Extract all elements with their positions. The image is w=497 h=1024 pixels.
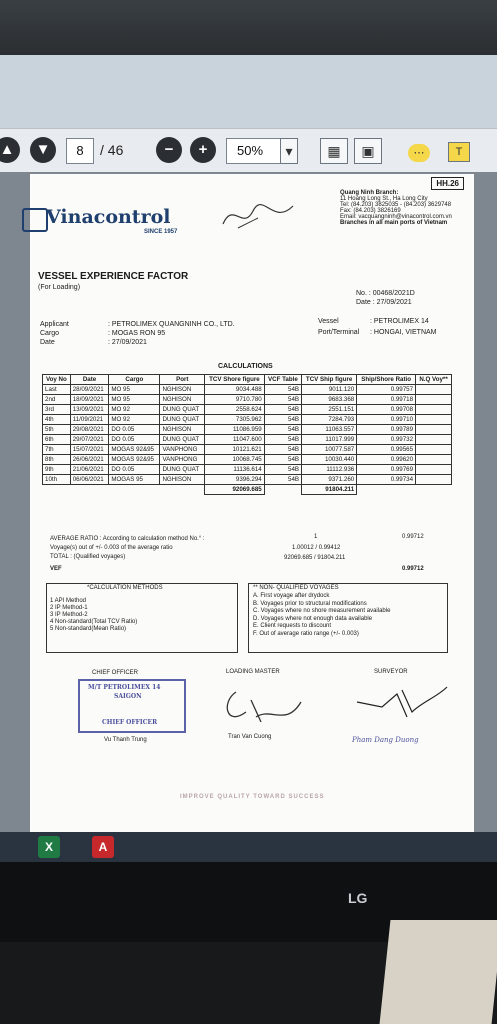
previous-page-icon[interactable]: ▲	[0, 137, 20, 163]
table-cell	[416, 445, 452, 455]
zoom-dropdown-icon[interactable]: ▾	[280, 138, 298, 164]
average-ratio-value: 0.99712	[402, 534, 424, 540]
table-cell: NGHISON	[160, 395, 205, 405]
nq-title: ** NON- QUALIFIED VOYAGES	[253, 585, 339, 591]
table-header-row: Voy No Date Cargo Port TCV Shore figure VCF Table TCV Ship figure Ship/Shore Ratio N.Q Voy**	[43, 375, 452, 385]
table-row	[43, 455, 452, 465]
nq-list: A. First voyage after drydock B. Voyages prior to structural modifications C. Voyages where no shore measurement available D. Voyages where not enough data available E. Client requests to discount F. Out of average ratio range (+/- 0.003)	[253, 593, 391, 637]
table-cell: 7th	[43, 445, 71, 455]
table-cell: NGHISON	[160, 385, 205, 395]
average-ratio-text: AVERAGE RATIO : According to calculation method No.° :	[50, 536, 205, 542]
table-total-row: 92069.685 91804.211	[43, 485, 452, 495]
document-number: No. : 00468/2021D	[356, 290, 415, 297]
table-cell: DUNG QUAT	[160, 415, 205, 425]
window-background	[0, 55, 497, 130]
table-cell: 29/08/2021	[70, 425, 109, 435]
methods-title: *CALCULATION METHODS	[87, 585, 163, 591]
table-cell: 13/09/2021	[70, 405, 109, 415]
table-cell: 2551.151	[302, 405, 357, 415]
date-value: : 27/09/2021	[108, 339, 147, 346]
comment-icon[interactable]: ⋯	[406, 138, 432, 162]
table-cell: 18/09/2021	[70, 395, 109, 405]
vessel-label: Vessel	[318, 318, 339, 325]
table-cell: DUNG QUAT	[160, 405, 205, 415]
table-cell: 5th	[43, 425, 71, 435]
table-cell: 0.99732	[357, 435, 416, 445]
table-cell: 11112.936	[302, 465, 357, 475]
table-cell: 10077.587	[302, 445, 357, 455]
vessel-value: : PETROLIMEX 14	[370, 318, 429, 325]
page-total: / 46	[100, 142, 124, 158]
table-cell: 0.99757	[357, 385, 416, 395]
excel-app-icon[interactable]: X	[38, 836, 60, 858]
table-row	[43, 445, 452, 455]
applicant-value: : PETROLIMEX QUANGNINH CO., LTD.	[108, 321, 235, 328]
monitor-top-bezel	[0, 0, 497, 55]
signature-top	[218, 196, 298, 236]
pdf-app-icon[interactable]: A	[92, 836, 114, 858]
monitor-brand-logo: LG	[348, 890, 368, 906]
officer-name: Vu Thanh Trung	[104, 737, 147, 743]
zoom-level-input[interactable]: 50%	[226, 138, 290, 164]
table-cell: 54B	[264, 465, 301, 475]
table-cell: Last	[43, 385, 71, 395]
next-page-icon[interactable]: ▼	[30, 137, 56, 163]
document-date: Date : 27/09/2021	[356, 299, 412, 306]
table-cell: DUNG QUAT	[160, 435, 205, 445]
table-row	[43, 415, 452, 425]
master-name: Tran Van Cuong	[228, 734, 272, 740]
table-cell: 7284.793	[302, 415, 357, 425]
table-cell: 54B	[264, 475, 301, 485]
surveyor-name: Pham Dang Duong	[352, 736, 419, 744]
table-cell	[416, 465, 452, 475]
table-cell: 2nd	[43, 395, 71, 405]
applicant-label: Applicant	[40, 321, 69, 328]
table-cell: MOGAS 92&95	[109, 445, 160, 455]
table-cell: 10121.621	[205, 445, 265, 455]
cargo-label: Cargo	[40, 330, 60, 337]
chief-officer-label: CHIEF OFFICER	[92, 670, 138, 676]
table-cell: 0.99789	[357, 425, 416, 435]
table-cell: 11017.999	[302, 435, 357, 445]
table-cell: 3rd	[43, 405, 71, 415]
table-cell: 9371.260	[302, 475, 357, 485]
table-cell: NGHISON	[160, 425, 205, 435]
methods-list: 1 API Method 2 IP Method-1 3 IP Method-2 4 Non-standard(Total TCV Ratio) 5 Non-standard(Mean Ratio)	[50, 598, 138, 632]
table-cell: 9396.294	[205, 475, 265, 485]
table-cell: DUNG QUAT	[160, 465, 205, 475]
table-row	[43, 405, 452, 415]
table-cell: MO 92	[109, 405, 160, 415]
table-cell: 7305.962	[205, 415, 265, 425]
table-cell: DO 0.05	[109, 465, 160, 475]
signature-loading-master	[216, 682, 306, 732]
table-cell: 28/09/2021	[70, 385, 109, 395]
total-count: 1	[314, 534, 318, 540]
calculations-heading: CALCULATIONS	[218, 363, 273, 370]
document-subtitle: (For Loading)	[38, 284, 81, 291]
table-cell: 10030.440	[302, 455, 357, 465]
table-cell: DO 0.05	[109, 435, 160, 445]
table-cell: 54B	[264, 445, 301, 455]
voyages-text: Voyage(s) out of +/- 0.003 of the average ratio	[50, 545, 173, 551]
table-cell: 54B	[264, 435, 301, 445]
table-cell: 06/06/2021	[70, 475, 109, 485]
table-cell: 11086.959	[205, 425, 265, 435]
non-qualified-voyages-box	[248, 583, 448, 653]
table-cell	[416, 385, 452, 395]
table-row	[43, 425, 452, 435]
signature-surveyor	[352, 682, 452, 722]
branch-address: Quang Ninh Branch: 11 Hoang Long St., Ha Long City Tel: (84.203) 3825035 - (84.203) 3629748 Fax: (84.203) 3826169 Email: vacquangninh@vinacontrol.com.vn Branches in all main ports of Vietnam	[340, 190, 452, 226]
table-cell: 9th	[43, 465, 71, 475]
table-cell: 54B	[264, 395, 301, 405]
table-cell: 9034.488	[205, 385, 265, 395]
table-cell	[416, 435, 452, 445]
fit-width-icon[interactable]: ▣	[354, 138, 382, 164]
port-value: : HONGAI, VIETNAM	[370, 329, 437, 336]
calculations-table	[42, 374, 452, 495]
table-cell: 9683.368	[302, 395, 357, 405]
table-cell	[416, 405, 452, 415]
table-cell: 54B	[264, 415, 301, 425]
table-cell: VANPHONG	[160, 445, 205, 455]
vessel-stamp: M/T PETROLIMEX 14 SAIGON CHIEF OFFICER	[78, 679, 186, 733]
table-cell: 0.99769	[357, 465, 416, 475]
table-cell: 54B	[264, 385, 301, 395]
table-cell: MO 95	[109, 395, 160, 405]
table-cell: MO 92	[109, 415, 160, 425]
document-title: VESSEL EXPERIENCE FACTOR	[38, 271, 189, 282]
table-cell: 8th	[43, 455, 71, 465]
table-row	[43, 395, 452, 405]
date-label: Date	[40, 339, 55, 346]
table-cell: 26/06/2021	[70, 455, 109, 465]
cargo-value: : MOGAS RON 95	[108, 330, 166, 337]
table-cell: MOGAS 92&95	[109, 455, 160, 465]
desk-paper	[380, 920, 497, 1024]
table-cell: 21/06/2021	[70, 465, 109, 475]
table-cell: 0.99620	[357, 455, 416, 465]
table-cell: VANPHONG	[160, 455, 205, 465]
table-cell: MOGAS 95	[109, 475, 160, 485]
table-cell: 0.99718	[357, 395, 416, 405]
brand-since: SINCE 1957	[144, 229, 178, 235]
table-cell: 29/07/2021	[70, 435, 109, 445]
surveyor-label: SURVEYOR	[374, 669, 408, 675]
table-cell: 54B	[264, 405, 301, 415]
voyages-value: 1.00012 / 0.99412	[292, 545, 341, 551]
vinacontrol-logo-icon	[22, 208, 48, 232]
port-label: Port/Terminal	[318, 329, 360, 336]
page-number-input[interactable]: 8	[66, 138, 94, 164]
taskbar	[0, 832, 497, 862]
total-value: 92069.685 / 91804.211	[284, 555, 346, 561]
table-cell: 54B	[264, 455, 301, 465]
table-cell: 11047.600	[205, 435, 265, 445]
table-cell: 11063.557	[302, 425, 357, 435]
form-code: HH.26	[431, 177, 464, 190]
table-cell: DO 0.05	[109, 425, 160, 435]
table-cell: 9710.780	[205, 395, 265, 405]
table-row	[43, 465, 452, 475]
table-cell: 11/09/2021	[70, 415, 109, 425]
table-cell: 54B	[264, 425, 301, 435]
calculation-methods-box	[46, 583, 238, 653]
loading-master-label: LOADING MASTER	[226, 669, 280, 675]
table-cell: 0.99565	[357, 445, 416, 455]
brand-name: Vinacontrol	[46, 206, 171, 228]
fit-page-icon[interactable]: ▦	[320, 138, 348, 164]
table-cell: 15/07/2021	[70, 445, 109, 455]
table-cell	[416, 395, 452, 405]
table-cell: 11136.614	[205, 465, 265, 475]
table-cell: 6th	[43, 435, 71, 445]
zoom-in-icon[interactable]: +	[190, 137, 216, 163]
highlight-text-icon[interactable]: T	[446, 138, 472, 162]
table-cell	[416, 425, 452, 435]
table-cell: 0.99708	[357, 405, 416, 415]
table-cell: 0.99734	[357, 475, 416, 485]
vef-label: VEF	[50, 566, 62, 572]
table-cell: 9011.120	[302, 385, 357, 395]
document-page	[30, 174, 474, 832]
table-row	[43, 475, 452, 485]
table-cell: NGHISON	[160, 475, 205, 485]
table-cell: 2558.624	[205, 405, 265, 415]
table-row	[43, 435, 452, 445]
total-text: TOTAL : (Qualified voyages)	[50, 554, 126, 560]
table-cell: 10th	[43, 475, 71, 485]
footer-slogan: IMPROVE QUALITY TOWARD SUCCESS	[180, 794, 325, 800]
table-row	[43, 385, 452, 395]
table-cell: 4th	[43, 415, 71, 425]
table-cell	[416, 455, 452, 465]
table-cell: 0.99710	[357, 415, 416, 425]
table-cell: 10068.745	[205, 455, 265, 465]
pdf-toolbar	[0, 128, 497, 174]
table-cell	[416, 475, 452, 485]
vef-value: 0.99712	[402, 566, 424, 572]
zoom-out-icon[interactable]: −	[156, 137, 182, 163]
table-cell	[416, 415, 452, 425]
table-cell: MO 95	[109, 385, 160, 395]
